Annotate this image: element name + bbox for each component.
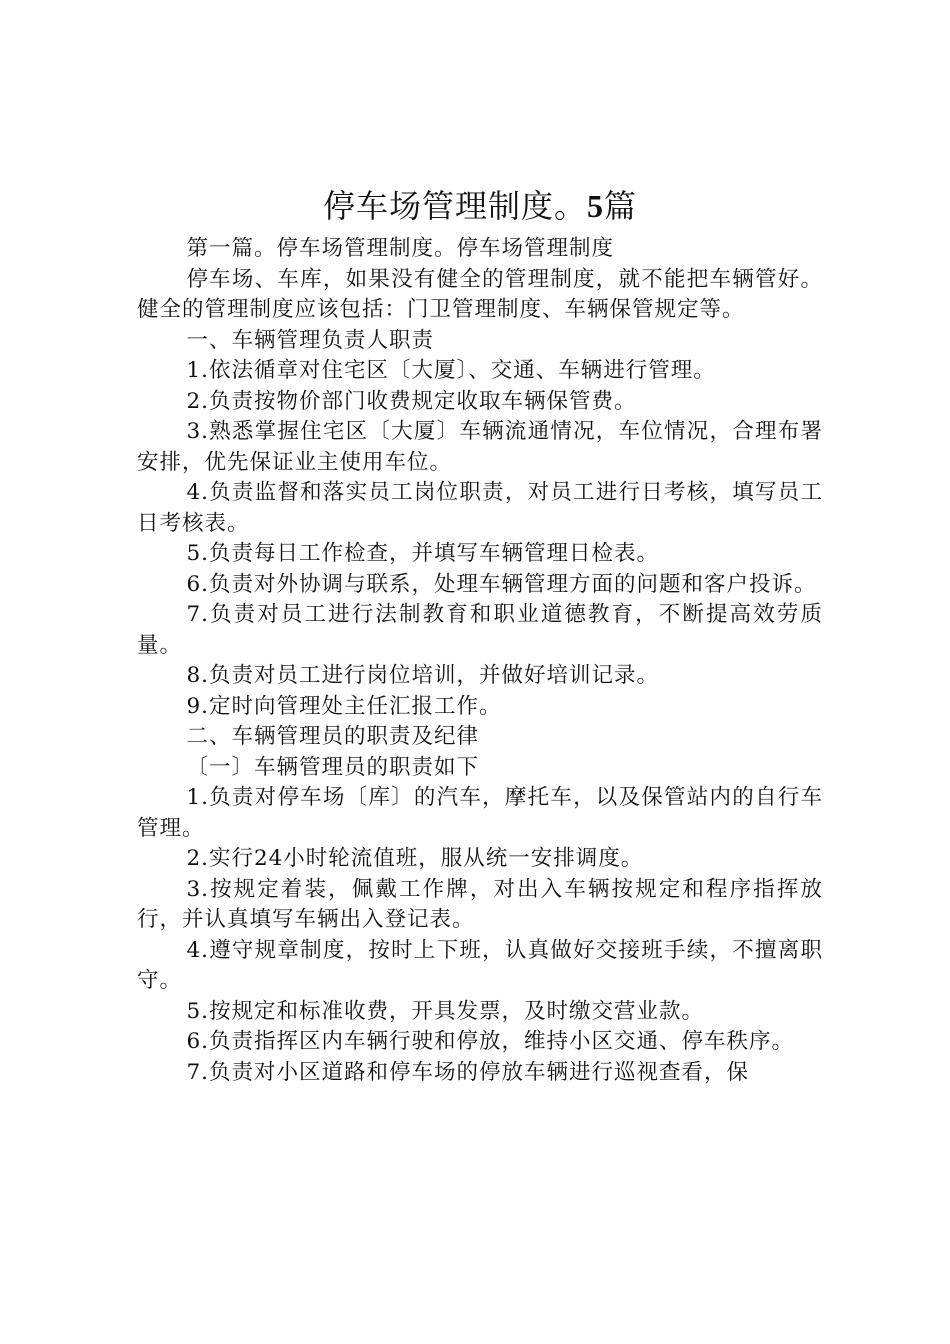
paragraph-item: 7.负责对小区道路和停车场的停放车辆进行巡视查看，保 xyxy=(186,1059,749,1085)
paragraph-item: 5.按规定和标准收费，开具发票，及时缴交营业款。 xyxy=(186,998,704,1024)
paragraph-heading-2: 二、车辆管理员的职责及纪律 xyxy=(186,724,479,749)
paragraph-item: 3.熟悉掌握住宅区〔大厦〕车辆流通情况，车位情况，合理布署安排，优先保证业主使用车位。 xyxy=(137,419,823,475)
title-number: 5 xyxy=(587,188,604,224)
paragraph-heading-1: 一、车辆管理负责人职责 xyxy=(186,327,434,353)
paragraph-item: 1.负责对停车场〔库〕的汽车，摩托车，以及保管站内的自行车管理。 xyxy=(137,785,823,841)
title-main: 停车场管理制度。 xyxy=(322,187,587,225)
paragraph-intro: 停车场、车库，如果没有健全的管理制度，就不能把车辆管好。健全的管理制度应该包括：门卫管理制度、车辆保管规定等。 xyxy=(137,266,823,322)
paragraph-subheading: 〔一〕车辆管理员的职责如下 xyxy=(186,754,479,780)
paragraph-item: 1.依法循章对住宅区〔大厦〕、交通、车辆进行管理。 xyxy=(186,358,716,383)
title-suffix: 篇 xyxy=(604,187,638,225)
document-title xyxy=(137,186,823,226)
paragraph-item: 5.负责每日工作检查，并填写车辆管理日检表。 xyxy=(186,541,659,566)
paragraph-item: 4.负责监督和落实员工岗位职责，对员工进行日考核，填写员工日考核表。 xyxy=(137,480,823,536)
paragraph-item: 6.负责指挥区内车辆行驶和停放，维持小区交通、停车秩序。 xyxy=(186,1029,794,1054)
paragraph-item: 7.负责对员工进行法制教育和职业道德教育，不断提高效劳质量。 xyxy=(137,602,823,658)
paragraph-item: 8.负责对员工进行岗位培训，并做好培训记录。 xyxy=(186,663,659,688)
paragraph-item: 2.负责按物价部门收费规定收取车辆保管费。 xyxy=(186,388,637,414)
paragraph-item: 6.负责对外协调与联系，处理车辆管理方面的问题和客户投诉。 xyxy=(186,571,817,597)
paragraph-item: 3.按规定着装，佩戴工作牌，对出入车辆按规定和程序指挥放行，并认真填写车辆出入登记表。 xyxy=(137,876,823,932)
paragraph-item: 2.实行24小时轮流值班，服从统一安排调度。 xyxy=(186,846,644,871)
paragraph-item: 4.遵守规章制度，按时上下班，认真做好交接班手续，不擅离职守。 xyxy=(137,937,823,993)
paragraph-item: 9.定时向管理处主任汇报工作。 xyxy=(186,693,502,719)
paragraph-section-heading: 第一篇。停车场管理制度。停车场管理制度 xyxy=(186,236,614,261)
document-page xyxy=(137,186,823,1088)
